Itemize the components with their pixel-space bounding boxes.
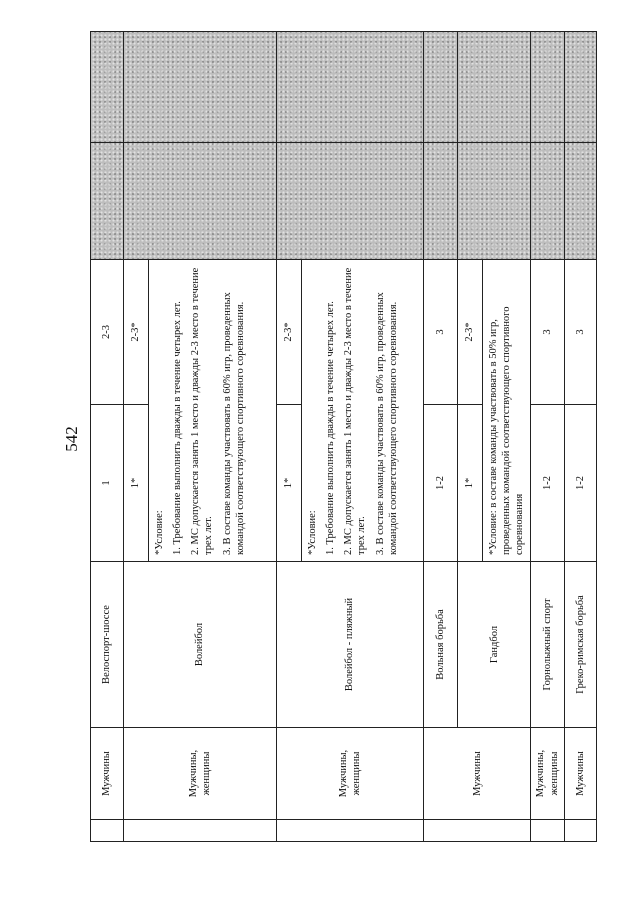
condition-item: 2. МС допускается занять 1 место и дважды 2-3 место в течение трех лет. [190,267,215,555]
gender-cell: Мужчины [564,728,596,820]
place-cell: 3 [424,260,458,405]
sport-requirements-table [90,31,597,842]
place-cell: 2-3* [277,260,302,405]
shaded-cell [277,143,424,260]
place-cell: 1-2 [424,405,458,562]
table-row [277,32,302,842]
shaded-cell [564,143,596,260]
row-blank-cell [277,820,424,842]
shaded-cell [458,143,531,260]
shaded-cell [277,32,424,143]
table-row [124,32,149,842]
sport-cell: Велоспорт-шоссе [91,562,124,728]
condition-cell [149,260,277,562]
condition-item: 1. Требование выполнить дважды в течение четырех лет. [172,301,184,555]
sport-cell: Волейбол [124,562,277,728]
place-cell: 3 [564,260,596,405]
place-cell: 1* [124,405,149,562]
table-row [531,32,564,842]
place-cell: 1* [458,405,483,562]
shaded-cell [531,143,564,260]
row-blank-cell [424,820,531,842]
place-cell: 2-3* [458,260,483,405]
shaded-cell [564,32,596,143]
place-cell: 3 [531,260,564,405]
place-cell: 1-2 [564,405,596,562]
row-blank-cell [564,820,596,842]
shaded-cell [531,32,564,143]
place-cell: 1 [91,405,124,562]
page-number: 542 [62,426,81,452]
table-row [424,32,458,842]
gender-cell: Мужчины, женщины [124,728,277,820]
place-cell: 1* [277,405,302,562]
shaded-cell [458,32,531,143]
condition-item: 3. В составе команды участвовать в 60% игр, проведенных командой соответствующего спортивного соревнования. [221,292,246,555]
rotated-table-wrapper [90,32,586,842]
gender-cell: Мужчины, женщины [531,728,564,820]
condition-cell [302,260,424,562]
gender-cell: Мужчины [91,728,124,820]
sport-cell: Вольная борьба [424,562,458,728]
sport-cell: Горнолыжный спорт [531,562,564,728]
place-cell: 2-3 [91,260,124,405]
condition-cell: *Условие: в составе команды участвовать в 50% игр, проведенных командой соответствующего спортивного соревнования [483,260,531,562]
table-row [564,32,596,842]
shaded-cell [91,32,124,143]
shaded-cell [91,143,124,260]
sport-cell: Греко-римская борьба [564,562,596,728]
table-row [458,32,483,842]
place-cell: 1-2 [531,405,564,562]
row-blank-cell [91,820,124,842]
condition-title: *Условие: [307,510,318,555]
shaded-cell [124,32,277,143]
condition-item: 2. МС допускается занять 1 место и дважды 2-3 место в течение трех лет. [343,267,368,555]
condition-item: 3. В составе команды участвовать в 60% игр, проведенных командой соответствующего спортивного соревнования. [374,292,399,555]
shaded-cell [424,143,458,260]
shaded-cell [124,143,277,260]
place-cell: 2-3* [124,260,149,405]
sport-cell: Гандбол [458,562,531,728]
row-blank-cell [124,820,277,842]
row-blank-cell [531,820,564,842]
sport-cell: Волейбол - пляжный [277,562,424,728]
condition-item: 1. Требование выполнить дважды в течение четырех лет. [325,301,337,555]
gender-cell: Мужчины [424,728,531,820]
gender-cell: Мужчины, женщины [277,728,424,820]
shaded-cell [424,32,458,143]
condition-title: *Условие: [154,510,165,555]
table-row [91,32,124,842]
